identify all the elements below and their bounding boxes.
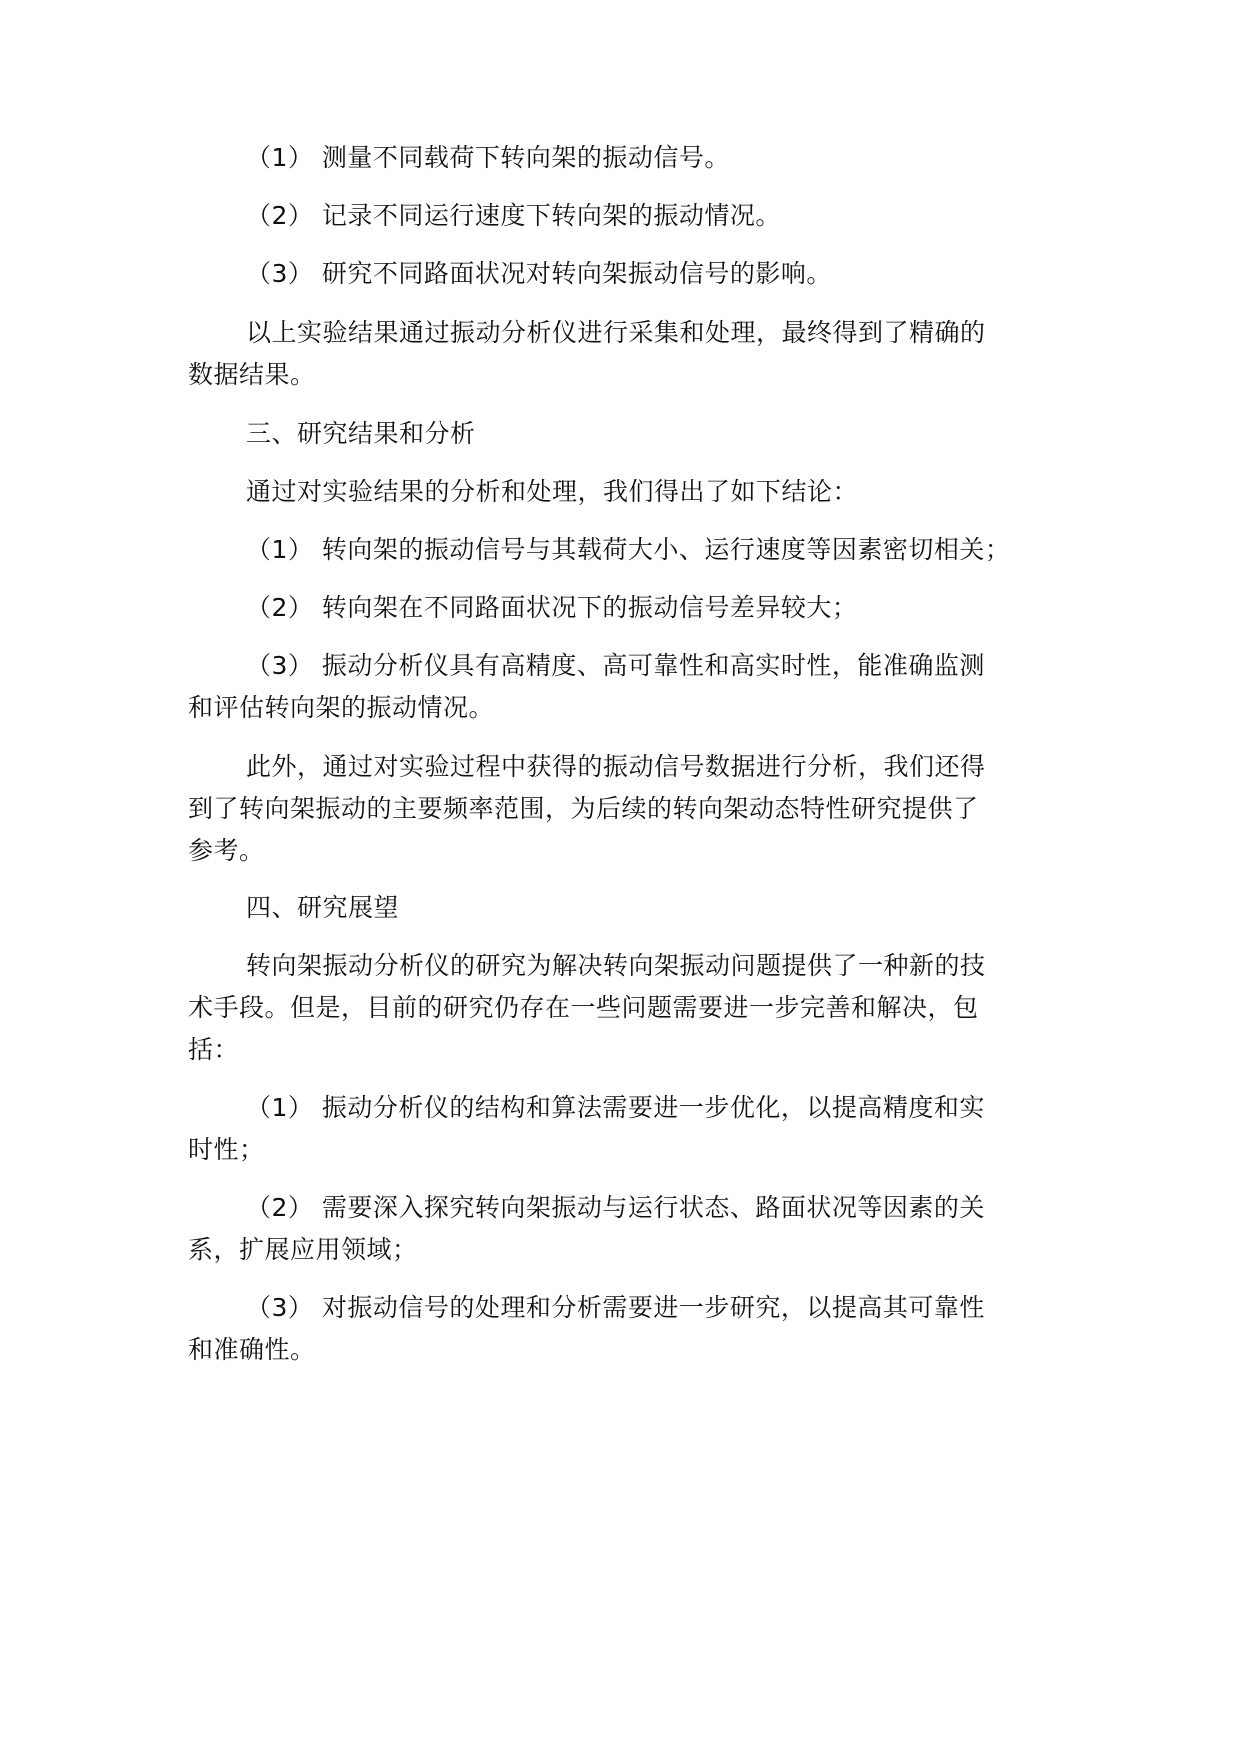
section-heading-outlook: 四、研究展望 bbox=[246, 893, 400, 922]
section-heading-results: 三、研究结果和分析 bbox=[246, 419, 476, 448]
list-item-continuation: 时性； bbox=[188, 1135, 265, 1164]
list-item-continuation: 系，扩展应用领域； bbox=[188, 1235, 418, 1264]
list-item-outlook-3: （3） 对振动信号的处理和分析需要进一步研究，以提高其可靠性 bbox=[246, 1293, 985, 1322]
list-item-outlook-2: （2） 需要深入探究转向架振动与运行状态、路面状况等因素的关 bbox=[246, 1193, 985, 1222]
list-item-record-speed: （2） 记录不同运行速度下转向架的振动情况。 bbox=[246, 201, 781, 230]
paragraph-text: 括： bbox=[188, 1035, 240, 1064]
paragraph-text: 术手段。但是，目前的研究仍存在一些问题需要进一步完善和解决，包 bbox=[188, 993, 979, 1022]
list-item-road-condition: （3） 研究不同路面状况对转向架振动信号的影响。 bbox=[246, 259, 832, 288]
list-item-continuation: 和准确性。 bbox=[188, 1335, 316, 1364]
list-item-conclusion-1: （1） 转向架的振动信号与其载荷大小、运行速度等因素密切相关； bbox=[246, 535, 1011, 564]
list-item-measure-load: （1） 测量不同载荷下转向架的振动信号。 bbox=[246, 143, 730, 172]
paragraph-text: 通过对实验结果的分析和处理，我们得出了如下结论： bbox=[246, 477, 859, 506]
paragraph-text: 到了转向架振动的主要频率范围，为后续的转向架动态特性研究提供了 bbox=[188, 794, 979, 823]
paragraph-text: 参考。 bbox=[188, 836, 265, 865]
list-item-conclusion-2: （2） 转向架在不同路面状况下的振动信号差异较大； bbox=[246, 593, 858, 622]
paragraph-text: 转向架振动分析仪的研究为解决转向架振动问题提供了一种新的技 bbox=[246, 951, 986, 980]
list-item-outlook-1: （1） 振动分析仪的结构和算法需要进一步优化，以提高精度和实 bbox=[246, 1093, 985, 1122]
paragraph-text: 数据结果。 bbox=[188, 360, 316, 389]
list-item-continuation: 和评估转向架的振动情况。 bbox=[188, 693, 495, 722]
list-item-conclusion-3: （3） 振动分析仪具有高精度、高可靠性和高实时性，能准确监测 bbox=[246, 651, 985, 680]
paragraph-text: 此外，通过对实验过程中获得的振动信号数据进行分析，我们还得 bbox=[246, 752, 986, 781]
paragraph-text: 以上实验结果通过振动分析仪进行采集和处理，最终得到了精确的 bbox=[246, 318, 986, 347]
